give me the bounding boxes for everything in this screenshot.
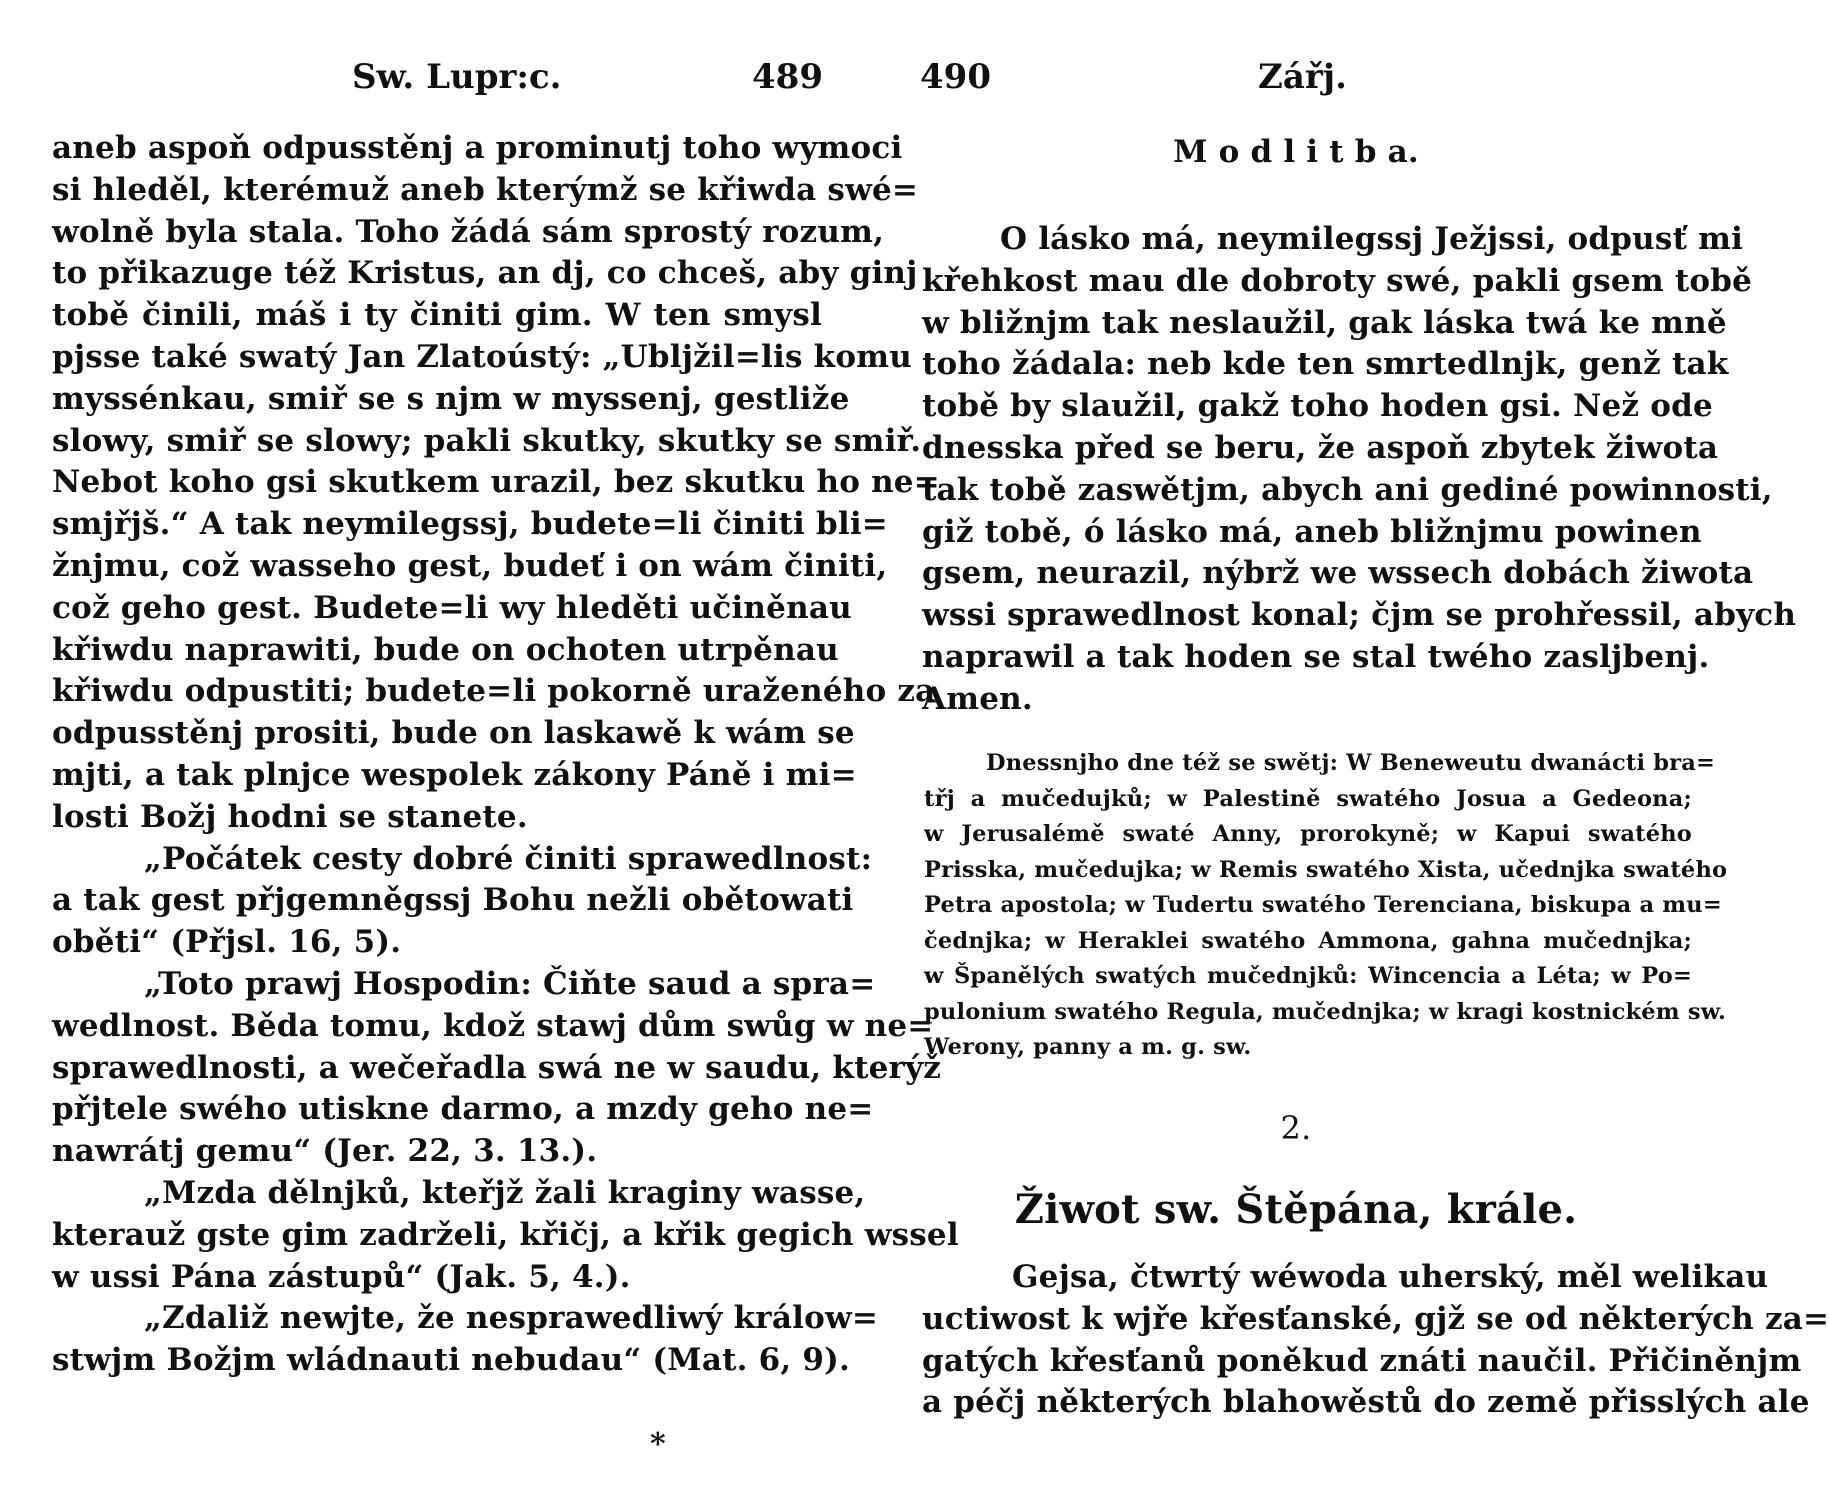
text-line: gsem, neurazil, nýbrž we wssech dobách žiwota: [922, 555, 1754, 592]
text-line: sprawedlnosti, a wečeřadla swá ne w saudu, kterýž: [52, 1049, 942, 1086]
text-line: gatých křesťanů poněkud znáti naučil. Přičiněnjm: [922, 1342, 1802, 1379]
section-number-text: 2.: [1280, 1109, 1312, 1147]
text-line: což geho gest. Budete=li wy hleděti učiněnau: [52, 589, 852, 626]
page-number: 490: [920, 57, 991, 97]
text-line: myssénkau, smiř se s njm w myssenj, gestliže: [52, 380, 850, 417]
text-line: „Toto prawj Hospodin: Čiňte saud a spra=: [144, 965, 876, 1002]
text-line: wolně byla stala. Toho žádá sám sprostý rozum,: [52, 213, 885, 250]
text-line: w ussi Pána zástupů“ (Jak. 5, 4.).: [52, 1258, 631, 1295]
text-line: dnesska před se beru, že aspoň zbytek žiwota: [922, 429, 1719, 466]
text-line: Prisska, mučedujka; w Remis swatého Xista, učednjka swatého: [924, 856, 1728, 883]
section-text: [922, 1257, 1829, 1424]
footer-mark: *: [650, 1427, 666, 1462]
text-line: a tak gest přjgemněgssj Bohu nežli obětowati: [52, 882, 854, 919]
text-line: „Zdaliž newjte, že nesprawedliwý králow=: [144, 1300, 879, 1337]
text-line: křehkost mau dle dobroty swé, pakli gsem tobě: [922, 262, 1753, 299]
text-line: a péčj některých blahowěstů do země přisslých ale: [922, 1384, 1810, 1421]
prayer-text: [922, 219, 1797, 721]
text-line: w Španělých swatých mučednjků: Wincencia a Léta; w Po=: [924, 963, 1692, 989]
text-line: naprawil a tak hoden se stal twého zaslјbenj.: [922, 638, 1710, 675]
text-line: „Mzda dělnjků, kteřjž žali kraginy wasse,: [144, 1174, 866, 1211]
text-line: Petra apostola; w Tudertu swatého Terenciana, biskupa a mu=: [924, 892, 1722, 918]
running-head: Sw. Lupr:c.: [352, 57, 562, 97]
page-number: 489: [752, 57, 823, 97]
text-line: žnjmu, což wasseho gest, budeť i on wám činiti,: [52, 547, 888, 584]
text-line: slowy, smiř se slowy; pakli skutky, skutky se smiř.: [52, 422, 922, 459]
text-line: w Jerusalémě swaté Anny, prorokyně; w Kapui swatého: [924, 821, 1692, 847]
text-line: křiwdu naprawiti, bude on ochoten utrpěnau: [52, 631, 839, 668]
text-line: giž tobě, ó lásko má, aneb bližnjmu powinen: [922, 513, 1702, 550]
text-line: Gejsa, čtwrtý wéwoda uherský, měl welikau: [1012, 1259, 1769, 1295]
text-line: smjřjš.“ A tak neymilegssj, budete=li činiti bli=: [52, 506, 888, 543]
text-line: Dnessnjho dne též se swětj: W Beneweutu dwanácti bra=: [986, 750, 1716, 776]
text-line: Amen.: [922, 680, 1033, 717]
text-line: toho žádala: neb kde ten smrtedlnjk, genž tak: [922, 346, 1729, 383]
text-line: oběti“ (Přjsl. 16, 5).: [52, 924, 402, 961]
section-title-text: Žiwot sw. Štěpána, krále.: [1014, 1186, 1578, 1233]
text-line: wedlnost. Běda tomu, kdož stawj dům swůg w ne=: [52, 1007, 934, 1044]
text-line: to přikazuge též Kristus, an dj, co chceš, aby ginj: [52, 255, 918, 292]
prayer-title: [864, 132, 1728, 174]
text-line: kterauž gste gim zadrželi, křičj, a křik gegich wssel: [52, 1216, 959, 1253]
text-line: O lásko má, neymilegssj Ježjssi, odpusť mi: [1000, 221, 1744, 257]
text-line: tobě činili, máš i ty činiti gim. W ten smysl: [52, 297, 822, 334]
text-line: nawrátj gemu“ (Jer. 22, 3. 13.).: [52, 1133, 598, 1170]
right-page: [864, 0, 1829, 1501]
text-line: losti Božj hodni se stanete.: [52, 798, 528, 835]
text-line: tak tobě zaswětjm, abych ani gediné powinnosti,: [922, 471, 1773, 508]
text-line: čednjka; w Heraklei swatého Ammona, gahna mučednjka;: [924, 927, 1692, 954]
text-line: křiwdu odpustiti; budete=li pokorně uraženého za: [52, 673, 936, 710]
text-line: přjtele swého utiskne darmo, a mzdy geho ne=: [52, 1091, 874, 1128]
text-line: w bližnjm tak neslaužil, gak láska twá ke mně: [922, 304, 1727, 341]
text-line: stwjm Božjm wládnauti nebudau“ (Mat. 6, 9).: [52, 1342, 850, 1379]
text-line: třj a mučedujků; w Palestině swatého Josua a Gedeona;: [924, 785, 1692, 812]
section-number: [864, 1108, 1728, 1150]
prayer-heading: M o d l i t b a.: [1173, 134, 1419, 170]
text-line: pjsse také swatý Jan Zlatoústý: „Ublјžil=lis komu: [52, 338, 912, 375]
saints-of-the-day: [924, 746, 1728, 1066]
text-line: „Počátek cesty dobré činiti sprawedlnost:: [144, 840, 873, 877]
text-line: aneb aspoň odpusstěnj a prominutj toho wymoci: [52, 130, 903, 166]
text-line: Nebot koho gsi skutkem urazil, bez skutku ho ne=: [52, 464, 940, 501]
text-line: si hleděl, kterémuž aneb kterýmž se křiwda swé=: [52, 171, 919, 208]
section-title: [864, 1180, 1728, 1240]
text-line: pulonium swatého Regula, mučednjka; w kragi kostnickém sw.: [924, 998, 1727, 1025]
text-line: tobě by slaužil, gakž toho hoden gsi. Než ode: [922, 388, 1713, 425]
text-line: uctiwost k wjře křesťanské, gjž se od některých za=: [922, 1300, 1829, 1337]
text-line: mjti, a tak plnjce wespolek zákony Páně i mi=: [52, 756, 857, 793]
running-head: Zářj.: [1258, 57, 1347, 97]
body-text: [52, 128, 959, 1382]
text-line: odpusstěnj prositi, bude on laskawě k wám se: [52, 715, 855, 752]
text-line: Werony, panny a m. g. sw.: [924, 1034, 1252, 1060]
text-line: wssi sprawedlnost konal; čjm se prohřessil, abych: [922, 597, 1797, 634]
